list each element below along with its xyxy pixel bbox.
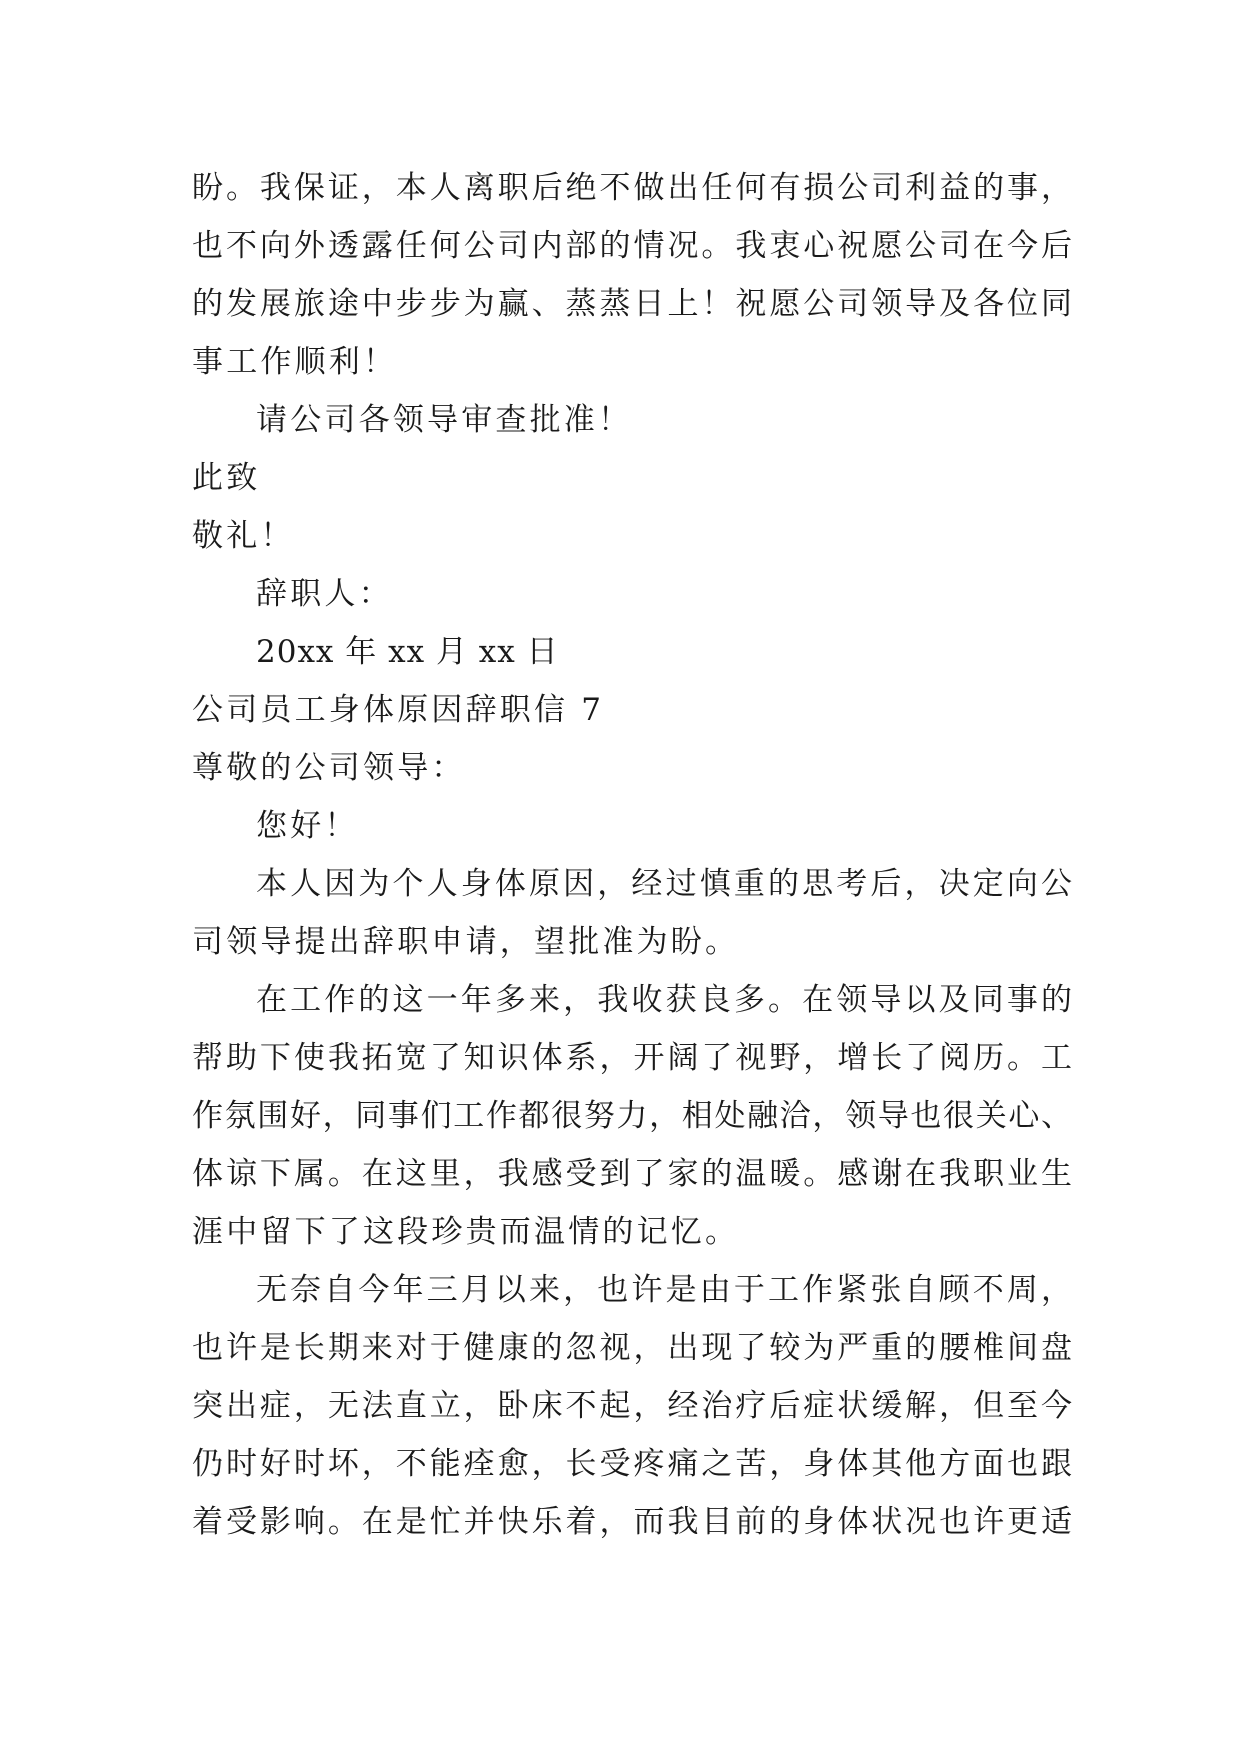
text-line-3: 的发展旅途中步步为赢、蒸蒸日上！祝愿公司领导及各位同	[192, 286, 1072, 322]
date-line: 20xx 年 xx 月 xx 日	[256, 634, 559, 670]
text-line-22: 突出症，无法直立，卧床不起，经治疗后症状缓解，但至今	[192, 1388, 1072, 1424]
closing-regards: 敬礼！	[192, 518, 295, 554]
text-line-18: 体谅下属。在这里，我感受到了家的温暖。感谢在我职业生	[192, 1156, 1072, 1192]
approval-request: 请公司各领导审查批准！	[256, 402, 633, 438]
closing-salutation: 此致	[192, 460, 261, 496]
section-title: 公司员工身体原因辞职信 7	[192, 692, 605, 728]
text-line-17: 作氛围好，同事们工作都很努力，相处融洽，领导也很关心、	[192, 1098, 1072, 1134]
text-line-1: 盼。我保证，本人离职后绝不做出任何有损公司利益的事，	[192, 170, 1072, 206]
greeting: 您好！	[256, 808, 359, 844]
signature-label: 辞职人：	[256, 576, 393, 612]
text-line-21: 也许是长期来对于健康的忽视，出现了较为严重的腰椎间盘	[192, 1330, 1072, 1366]
text-line-14: 司领导提出辞职申请，望批准为盼。	[192, 924, 740, 960]
text-line-4: 事工作顺利！	[192, 344, 398, 380]
text-line-24: 着受影响。在是忙并快乐着，而我目前的身体状况也许更适	[192, 1504, 1072, 1540]
text-line-23: 仍时好时坏，不能痊愈，长受疼痛之苦，身体其他方面也跟	[192, 1446, 1072, 1482]
text-line-19: 涯中留下了这段珍贵而温情的记忆。	[192, 1214, 740, 1250]
text-line-13: 本人因为个人身体原因，经过慎重的思考后，决定向公	[256, 866, 1072, 902]
text-line-2: 也不向外透露任何公司内部的情况。我衷心祝愿公司在今后	[192, 228, 1072, 264]
text-line-15: 在工作的这一年多来，我收获良多。在领导以及同事的	[256, 982, 1072, 1018]
text-line-20: 无奈自今年三月以来，也许是由于工作紧张自顾不周，	[256, 1272, 1072, 1308]
greeting-recipient: 尊敬的公司领导：	[192, 750, 466, 786]
text-line-16: 帮助下使我拓宽了知识体系，开阔了视野，增长了阅历。工	[192, 1040, 1072, 1076]
